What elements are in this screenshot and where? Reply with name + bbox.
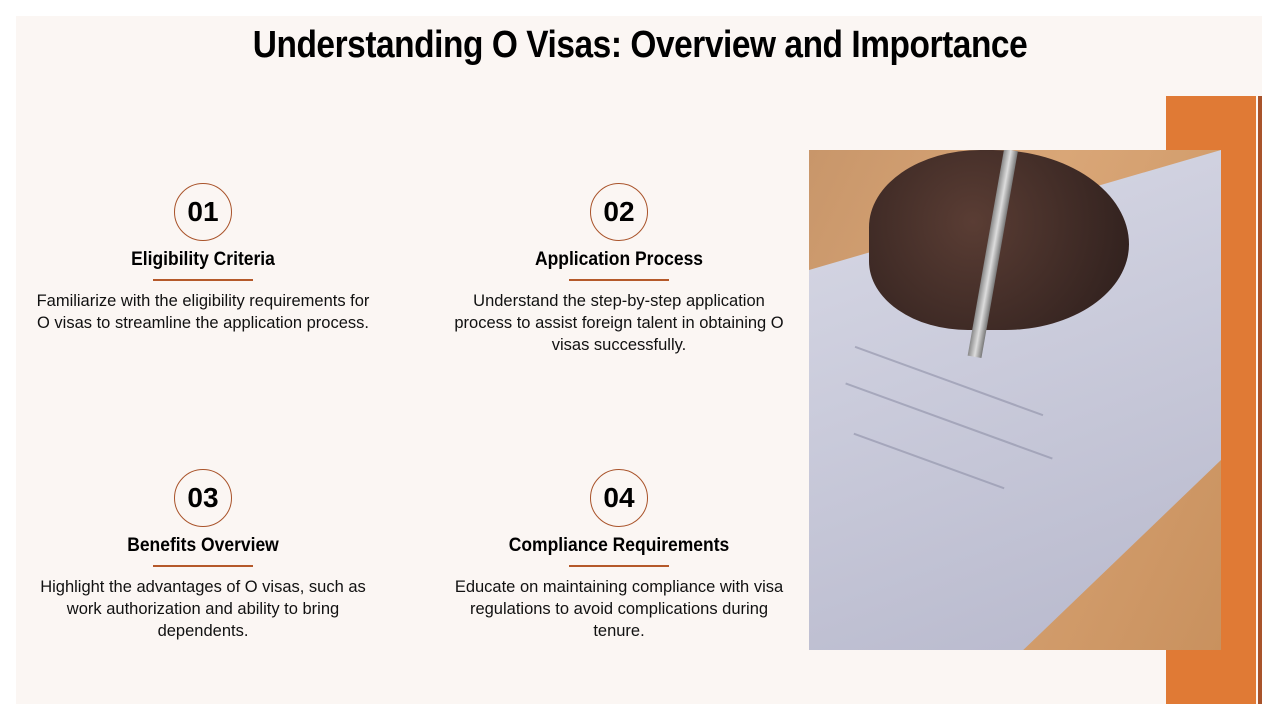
card-application xyxy=(449,183,789,356)
card-description: Highlight the advantages of O visas, such as work authorization and ability to bring dependents. xyxy=(40,577,366,640)
divider xyxy=(153,279,253,281)
card-heading: Application Process xyxy=(534,249,704,270)
page-title: Understanding O Visas: Overview and Importance xyxy=(252,24,1028,66)
step-number: 02 xyxy=(590,183,648,241)
card-description: Educate on maintaining compliance with visa regulations to avoid complications during tenure. xyxy=(454,577,784,640)
card-heading: Benefits Overview xyxy=(127,535,279,556)
step-number: 04 xyxy=(590,469,648,527)
card-heading: Eligibility Criteria xyxy=(131,249,275,270)
divider xyxy=(569,565,669,567)
card-compliance xyxy=(449,469,789,642)
step-number: 03 xyxy=(174,469,232,527)
divider xyxy=(153,565,253,567)
card-description: Understand the step-by-step application process to assist foreign talent in obtaining O visas successfully. xyxy=(454,291,784,354)
card-eligibility xyxy=(33,183,373,334)
accent-line xyxy=(1258,96,1262,704)
card-heading: Compliance Requirements xyxy=(508,535,730,556)
step-number: 01 xyxy=(174,183,232,241)
card-description: Familiarize with the eligibility requirements for O visas to streamline the application process. xyxy=(36,291,370,332)
photo-hand-signing-document xyxy=(809,150,1221,650)
divider xyxy=(569,279,669,281)
card-benefits xyxy=(33,469,373,642)
